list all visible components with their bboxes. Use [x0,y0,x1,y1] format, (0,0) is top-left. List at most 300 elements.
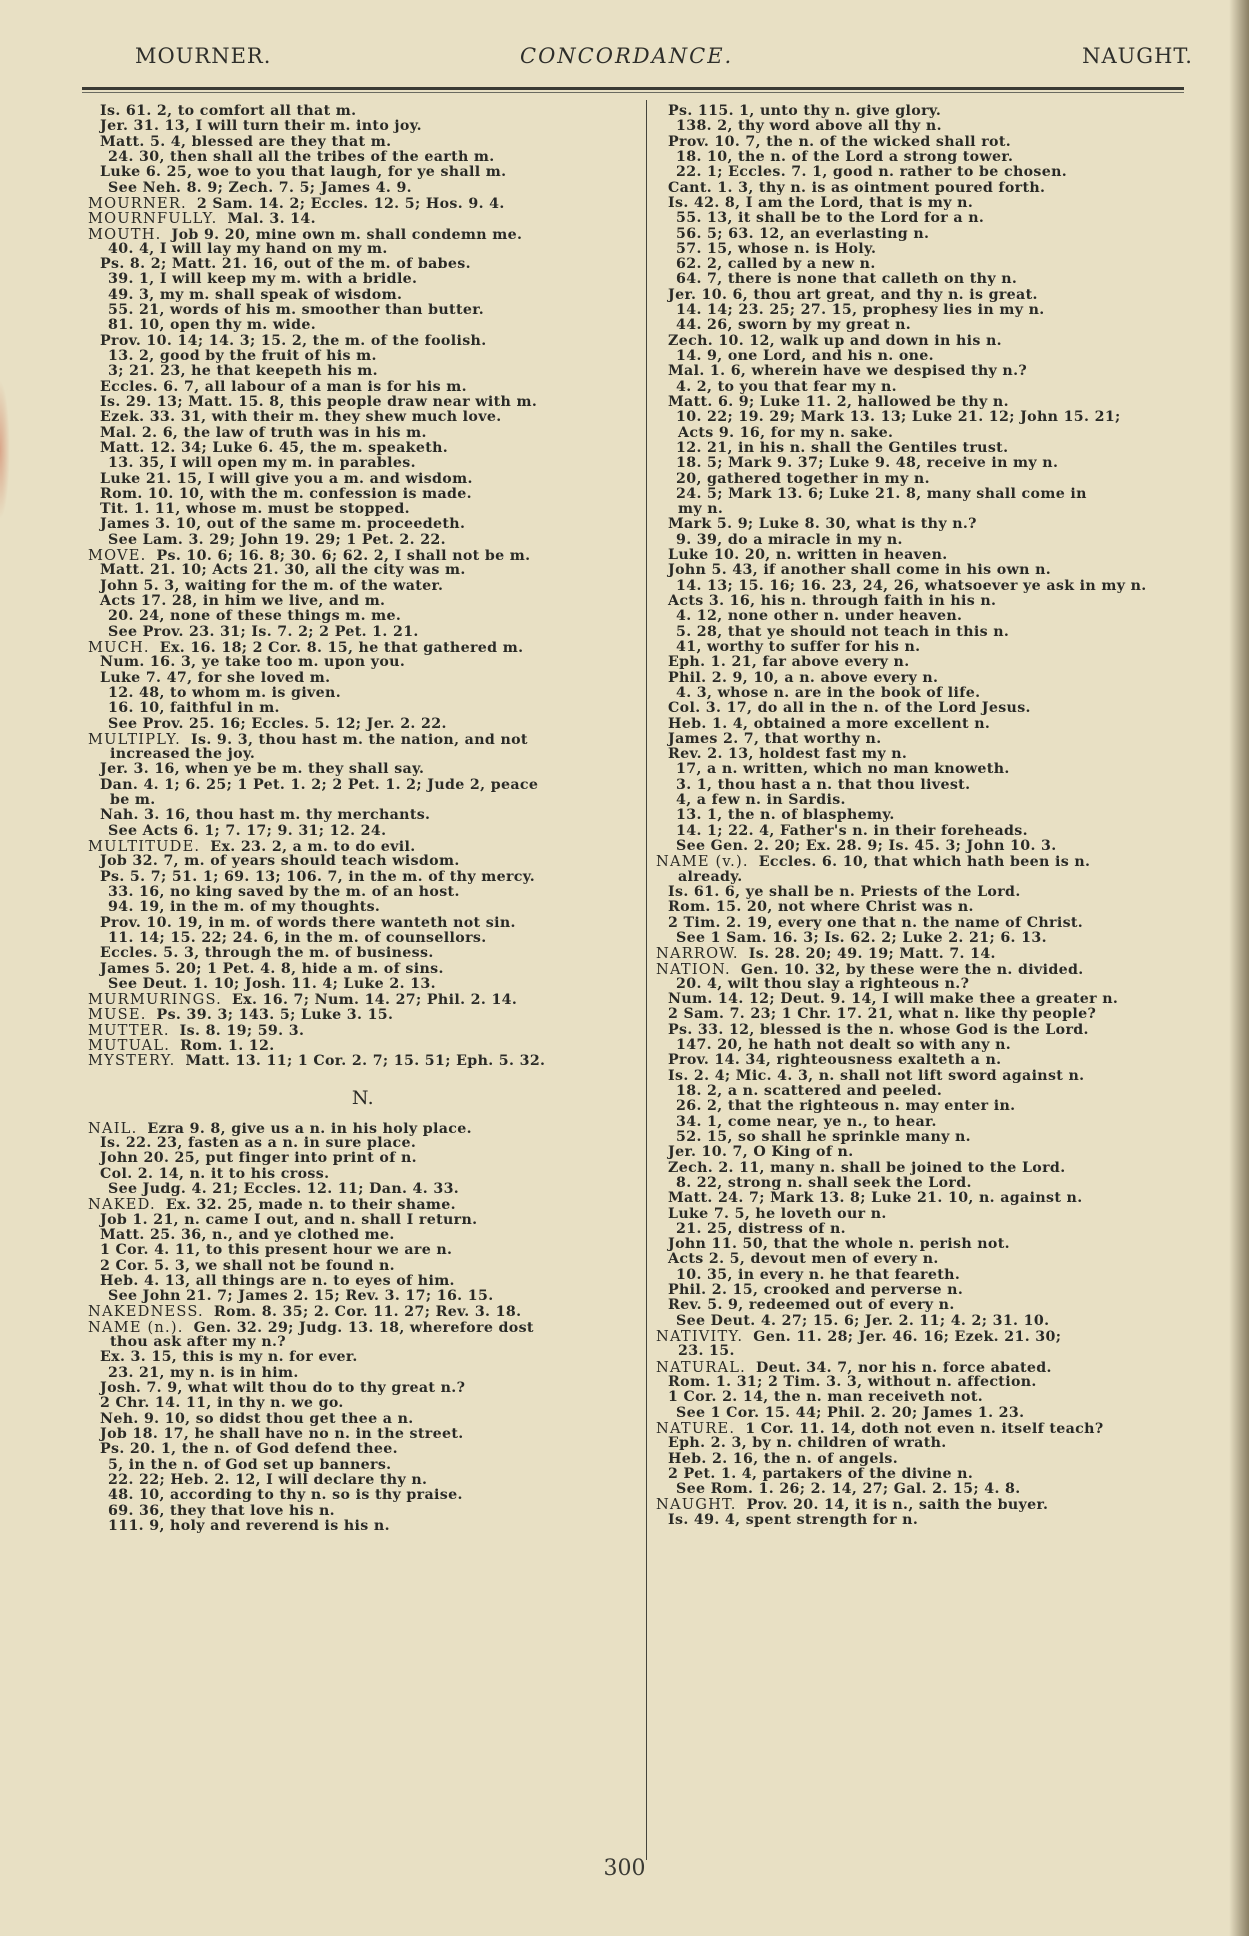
reference-text: James 2. 7, that worthy n. [668,730,882,747]
reference-text: Phil. 2. 15, crooked and perverse n. [668,1282,964,1299]
concordance-reference [656,808,1216,823]
reference-text: 2 Pet. 1. 4, partakers of the divine n. [668,1465,974,1482]
concordance-entry [88,1304,638,1319]
concordance-reference [656,1176,1216,1191]
page-number: 300 [603,1856,646,1881]
concordance-entry [88,1197,638,1212]
reference-text: 18. 5; Mark 9. 37; Luke 9. 48, receive in my n. [676,455,1059,472]
concordance-reference [88,717,638,732]
reference-text: Num. 14. 12; Deut. 9. 14, I will make thee a greater n. [668,991,1119,1008]
concordance-reference [88,181,638,196]
reference-text: Job 18. 17, he shall have no n. in the street. [100,1425,464,1442]
headword: MURMURINGS. [88,991,222,1009]
reference-text: 5, in the n. of God set up banners. [108,1456,392,1473]
reference-text: Ezek. 33. 31, with their m. they shew much love. [100,409,502,426]
concordance-reference [656,517,1216,532]
concordance-reference [88,1350,638,1365]
concordance-reference [656,579,1216,594]
reference-text: 34. 1, come near, ye n., to hear. [676,1113,937,1130]
reference-text: Luke 6. 25, woe to you that laugh, for ye shall m. [100,164,507,181]
concordance-reference [88,395,638,410]
concordance-reference [88,1366,638,1381]
concordance-reference [88,1289,638,1304]
reference-text: 111. 9, holy and reverend is his n. [108,1517,390,1534]
reference-text: Ex. 16. 7; Num. 14. 27; Phil. 2. 14. [231,992,518,1009]
reference-text: 44. 26, sworn by my great n. [676,317,912,334]
reference-text: Zech. 10. 12, walk up and down in his n. [668,332,1002,349]
reference-text: 16. 10, faithful in m. [108,700,280,717]
concordance-entry [88,992,638,1007]
concordance-reference [88,242,638,257]
concordance-reference [88,1274,638,1289]
reference-text: 69. 36, they that love his n. [108,1502,335,1519]
concordance-reference [656,487,1216,502]
concordance-reference [88,793,638,808]
reference-text: 39. 1, I will keep my m. with a bridle. [108,271,418,288]
reference-text: Mark 5. 9; Luke 8. 30, what is thy n.? [668,516,977,533]
concordance-entry [88,1320,638,1335]
concordance-reference [656,334,1216,349]
reference-text: Matt. 25. 36, n., and ye clothed me. [100,1226,395,1243]
reference-text: Ex. 23. 2, a m. to do evil. [210,839,416,855]
reference-text: Luke 10. 20, n. written in heaven. [668,547,948,564]
headword: MULTIPLY. [88,730,182,748]
reference-text: James 3. 10, out of the same m. proceedeth. [100,516,466,533]
reference-text: Ex. 3. 15, this is my n. for ever. [100,1349,358,1366]
concordance-reference [88,854,638,869]
reference-text: already. [678,868,743,885]
reference-text: Josh. 7. 9, what wilt thou do to thy great n.? [100,1380,466,1396]
concordance-reference [656,1344,1216,1359]
concordance-reference [656,1390,1216,1405]
reference-text: See Rom. 1. 26; 2. 14, 27; Gal. 2. 15; 4. 8. [676,1481,1021,1498]
concordance-reference [88,563,638,578]
concordance-reference [88,808,638,823]
concordance-reference [656,1375,1216,1390]
concordance-reference [88,165,638,180]
reference-text: increased the joy. [110,746,256,763]
concordance-reference [656,1145,1216,1160]
reference-text: Matt. 6. 9; Luke 11. 2, hallowed be thy n. [668,393,1009,410]
reference-text: 3; 21. 23, he that keepeth his m. [108,363,378,380]
concordance-reference [88,288,638,303]
reference-text: Rev. 5. 9, redeemed out of every n. [668,1297,955,1314]
concordance-reference [656,211,1216,226]
concordance-reference [88,1504,638,1519]
reference-text: Rom. 10. 10, with the m. confession is made. [100,485,472,502]
right-column [656,104,1216,1528]
reference-text: Matt. 24. 7; Mark 13. 8; Luke 21. 10, n. against n. [668,1190,1083,1207]
reference-text: Is. 28. 20; 49. 19; Matt. 7. 14. [748,946,996,963]
reference-text: Luke 7. 5, he loveth our n. [668,1205,887,1222]
concordance-reference [88,1412,638,1427]
reference-text: Ps. 5. 7; 51. 1; 69. 13; 106. 7, in the m. of thy mercy. [100,868,536,885]
concordance-reference [656,1298,1216,1313]
reference-text: 2 Tim. 2. 19, every one that n. the name of Christ. [668,914,1084,931]
reference-text: Matt. 13. 11; 1 Cor. 2. 7; 15. 51; Eph. 5. 32. [185,1053,546,1070]
reference-text: Is. 61. 2, to comfort all that m. [100,103,357,119]
concordance-reference [88,900,638,915]
headword: NAME (n.). [88,1318,184,1336]
reference-text: Neh. 9. 10, so didst thou get thee a n. [100,1410,414,1427]
concordance-reference [656,533,1216,548]
reference-text: Eccles. 5. 3, through the m. of business. [100,945,434,962]
concordance-reference [88,1473,638,1488]
reference-text: 4. 3, whose n. are in the book of life. [676,684,981,701]
reference-text: 41, worthy to suffer for his n. [676,638,921,655]
concordance-reference [88,701,638,716]
concordance-entry [656,1360,1216,1375]
concordance-reference [656,762,1216,777]
concordance-reference [656,257,1216,272]
concordance-reference [656,594,1216,609]
headword: MOURNFULLY. [88,210,218,228]
concordance-reference [88,747,638,762]
reference-text: See Neh. 8. 9; Zech. 7. 5; James 4. 9. [108,179,412,196]
headword: NAKED. [88,1196,156,1214]
concordance-entry [656,1497,1216,1512]
reference-text: 4. 2, to you that fear my n. [676,378,897,395]
concordance-reference [88,517,638,532]
concordance-reference [656,747,1216,762]
concordance-reference [88,962,638,977]
reference-text: 57. 15, whose n. is Holy. [676,240,877,257]
concordance-reference [656,563,1216,578]
concordance-reference [656,992,1216,1007]
reference-text: Matt. 12. 34; Luke 6. 45, the m. speaketh. [100,439,449,456]
concordance-reference [656,870,1216,885]
concordance-reference [88,1396,638,1411]
concordance-reference [88,579,638,594]
concordance-reference [88,671,638,686]
reference-text: Rom. 8. 35; 2. Cor. 11. 27; Rev. 3. 18. [213,1304,522,1321]
concordance-reference [656,410,1216,425]
concordance-reference [656,1191,1216,1206]
reference-text: 55. 13, it shall be to the Lord for a n. [676,210,985,227]
concordance-reference [656,380,1216,395]
concordance-reference [656,1115,1216,1130]
reference-text: be m. [110,792,156,809]
concordance-reference [656,824,1216,839]
headword: MUSE. [88,1006,147,1024]
reference-text: 22. 22; Heb. 2. 12, I will declare thy n. [108,1471,428,1488]
reference-text: Ps. 8. 2; Matt. 21. 16, out of the m. of babes. [100,256,471,273]
concordance-reference [88,1259,638,1274]
reference-text: Gen. 32. 29; Judg. 13. 18, wherefore dost [193,1319,534,1336]
concordance-reference [656,104,1216,119]
concordance-reference [88,150,638,165]
concordance-reference [656,1222,1216,1237]
concordance-reference [88,364,638,379]
reference-text: Jer. 31. 13, I will turn their m. into joy. [100,118,422,135]
concordance-reference [88,1136,638,1151]
reference-text: 2 Cor. 5. 3, we shall not be found n. [100,1257,395,1274]
reference-text: See 1 Sam. 16. 3; Is. 62. 2; Luke 2. 21; 6. 13. [676,929,1047,946]
concordance-reference [656,793,1216,808]
reference-text: Rev. 2. 13, holdest fast my n. [668,746,908,763]
concordance-entry [656,1421,1216,1436]
reference-text: Dan. 4. 1; 6. 25; 1 Pet. 1. 2; 2 Pet. 1. 2; Jude 2, peace [100,776,539,793]
concordance-reference [88,1458,638,1473]
reference-text: 147. 20, he hath not dealt so with any n. [676,1037,1012,1054]
reference-text: Jer. 10. 6, thou art great, and thy n. is great. [668,286,1038,303]
reference-text: Zech. 2. 11, many n. shall be joined to the Lord. [668,1159,1066,1176]
running-head-first-word: MOURNER. [135,44,272,68]
reference-text: Job 9. 20, mine own m. shall condemn me. [171,226,523,243]
reference-text: Matt. 21. 10; Acts 21. 30, all the city was m. [100,562,466,579]
concordance-reference [656,916,1216,931]
concordance-reference [656,1023,1216,1038]
reference-text: 56. 5; 63. 12, an everlasting n. [676,225,930,242]
concordance-reference [656,1314,1216,1329]
concordance-reference [656,1053,1216,1068]
concordance-reference [88,1488,638,1503]
concordance-reference [656,1099,1216,1114]
headword: MUCH. [88,638,150,656]
reference-text: John 11. 50, that the whole n. perish not. [668,1236,1010,1253]
reference-text: my n. [678,501,724,518]
concordance-reference [88,334,638,349]
reference-text: Prov. 20. 14, it is n., saith the buyer. [746,1497,1049,1514]
concordance-reference [88,1442,638,1457]
reference-text: 64. 7, there is none that calleth on thy n. [676,271,1018,288]
reference-text: Eph. 1. 21, far above every n. [668,654,910,671]
concordance-entry [88,839,638,854]
reference-text: Eccles. 6. 10, that which hath been is n. [758,854,1091,871]
reference-text: Acts 2. 5, devout men of every n. [668,1251,939,1268]
concordance-reference [88,655,638,670]
concordance-reference [656,717,1216,732]
column-divider [646,100,647,1860]
reference-text: 9. 39, do a miracle in my n. [676,531,903,548]
reference-text: Ezra 9. 8, give us a n. in his holy place. [147,1120,472,1137]
reference-text: 81. 10, open thy m. wide. [108,317,317,334]
reference-text: 18. 2, a n. scattered and peeled. [676,1083,943,1099]
concordance-reference [656,288,1216,303]
reference-text: Gen. 10. 32, by these were the n. divided. [740,961,1084,978]
concordance-reference [656,1436,1216,1451]
concordance-reference [656,1482,1216,1497]
reference-text: John 5. 3, waiting for the m. of the water. [100,577,444,594]
reference-text: Is. 9. 3, thou hast m. the nation, and not [191,731,528,748]
header-rule [82,87,1184,90]
concordance-reference [88,380,638,395]
concordance-reference [88,1228,638,1243]
reference-text: Ps. 115. 1, unto thy n. give glory. [668,103,942,119]
concordance-reference [88,303,638,318]
concordance-reference [656,441,1216,456]
concordance-reference [656,1237,1216,1252]
concordance-reference [656,1007,1216,1022]
reference-text: 12. 21, in his n. shall the Gentiles trust. [676,439,1009,456]
reference-text: 2 Chr. 14. 11, in thy n. we go. [100,1395,344,1412]
reference-text: Is. 49. 4, spent strength for n. [668,1511,919,1528]
concordance-reference [88,778,638,793]
reference-text: 18. 10, the n. of the Lord a strong tower. [676,148,1014,165]
headword: NAIL. [88,1119,138,1137]
reference-text: Is. 2. 4; Mic. 4. 3, n. shall not lift sword against n. [668,1067,1085,1084]
page-stain [0,380,10,520]
reference-text: Prov. 10. 7, the n. of the wicked shall rot. [668,133,1012,150]
reference-text: Heb. 1. 4, obtained a more excellent n. [668,715,991,732]
concordance-reference [88,502,638,517]
concordance-reference [88,916,638,931]
reference-text: See Prov. 23. 31; Is. 7. 2; 2 Pet. 1. 21. [108,623,419,640]
reference-text: Cant. 1. 3, thy n. is as ointment poured forth. [668,179,1046,196]
reference-text: See John 21. 7; James 2. 15; Rev. 3. 17; 16. 15. [108,1288,494,1305]
reference-text: Acts 9. 16, for my n. sake. [678,424,894,441]
concordance-entry [88,1023,638,1038]
concordance-reference [656,671,1216,686]
concordance-reference [88,426,638,441]
reference-text: 49. 3, my m. shall speak of wisdom. [108,286,403,303]
concordance-reference [656,839,1216,854]
concordance-reference [656,227,1216,242]
reference-text: Is. 8. 19; 59. 3. [179,1022,305,1039]
reference-text: 11. 14; 15. 22; 24. 6, in the m. of counsellors. [108,929,487,946]
concordance-reference [656,303,1216,318]
reference-text: Is. 42. 8, I am the Lord, that is my n. [668,194,974,211]
concordance-entry [88,548,638,563]
reference-text: 40. 4, I will lay my hand on my m. [108,240,388,257]
concordance-reference [88,1167,638,1182]
section-letter: N. [351,1086,375,1109]
reference-text: 26. 2, that the righteous n. may enter in. [676,1098,1016,1115]
reference-text: 13. 35, I will open my m. in parables. [108,455,416,472]
concordance-entry [656,854,1216,869]
concordance-reference [656,1513,1216,1528]
concordance-reference [656,1283,1216,1298]
concordance-reference [88,625,638,640]
concordance-reference [88,349,638,364]
reference-text: Nah. 3. 16, thou hast m. thy merchants. [100,807,431,824]
concordance-reference [88,318,638,333]
headword: MOURNER. [88,194,187,212]
concordance-entry [88,732,638,747]
reference-text: See Prov. 25. 16; Eccles. 5. 12; Jer. 2. 22. [108,715,447,732]
reference-text: Jer. 10. 7, O King of n. [668,1144,854,1161]
concordance-reference [656,778,1216,793]
headword: NAKEDNESS. [88,1303,204,1321]
reference-text: 33. 16, no king saved by the m. of an host. [108,883,460,900]
reference-text: Prov. 14. 34, righteousness exalteth a n. [668,1052,1002,1069]
concordance-reference [656,686,1216,701]
concordance-reference [88,441,638,456]
reference-text: 14. 14; 23. 25; 27. 15, prophesy lies in my n. [676,302,1045,319]
reference-text: 10. 22; 19. 29; Mark 13. 13; Luke 21. 12; John 15. 21; [676,409,1121,426]
reference-text: Ps. 10. 6; 16. 8; 30. 6; 62. 2, I shall not be m. [156,548,531,565]
concordance-reference [656,119,1216,134]
concordance-reference [88,272,638,287]
concordance-reference [88,533,638,548]
running-head-title: CONCORDANCE. [520,44,734,68]
headword: MULTITUDE. [88,838,201,855]
concordance-reference [88,1243,638,1258]
reference-text: See 1 Cor. 15. 44; Phil. 2. 20; James 1. 23. [676,1404,1025,1421]
reference-text: Prov. 10. 14; 14. 3; 15. 2, the m. of the foolish. [100,332,487,349]
reference-text: 1 Cor. 11. 14, doth not even n. itself teach? [745,1420,1104,1437]
concordance-reference [656,364,1216,379]
reference-text: 1 Cor. 2. 14, the n. man receiveth not. [668,1389,984,1406]
headword: NAUGHT. [656,1496,737,1514]
concordance-reference [656,135,1216,150]
concordance-reference [88,135,638,150]
reference-text: Rom. 15. 20, not where Christ was n. [668,899,974,916]
reference-text: See Acts 6. 1; 7. 17; 9. 31; 12. 24. [108,822,387,839]
concordance-reference [656,640,1216,655]
headword: NATION. [656,960,731,978]
concordance-reference [88,472,638,487]
reference-text: John 5. 43, if another shall come in his own n. [668,562,1052,579]
concordance-reference [88,257,638,272]
concordance-reference [656,502,1216,517]
headword: NATURE. [656,1419,736,1437]
reference-text: Eph. 2. 3, by n. children of wrath. [668,1435,947,1452]
header-rule-thin [82,92,1184,93]
concordance-reference [656,1467,1216,1482]
concordance-entry [88,211,638,226]
reference-text: Prov. 10. 19, in m. of words there wanteth not sin. [100,914,516,931]
concordance-reference [88,885,638,900]
concordance-reference [656,472,1216,487]
concordance-reference [88,1519,638,1534]
reference-text: Phil. 2. 9, 10, a n. above every n. [668,669,939,686]
reference-text: 20, gathered together in my n. [676,470,930,487]
reference-text: 17, a n. written, which no man knoweth. [676,761,1010,778]
reference-text: Is. 61. 6, ye shall be n. Priests of the Lord. [668,883,1021,900]
concordance-reference [656,1452,1216,1467]
reference-text: 23. 21, my n. is in him. [108,1364,299,1381]
reference-text: thou ask after my n.? [110,1334,286,1351]
reference-text: 62. 2, called by a new n. [676,256,876,273]
concordance-reference [88,410,638,425]
reference-text: Mal. 3. 14. [227,211,316,228]
reference-text: 21. 25, distress of n. [676,1220,846,1237]
concordance-reference [656,456,1216,471]
reference-text: 4. 12, none other n. under heaven. [676,608,963,625]
headword: MUTTER. [88,1021,170,1039]
concordance-reference [88,104,638,119]
concordance-reference [656,1130,1216,1145]
reference-text: Gen. 11. 28; Jer. 46. 16; Ezek. 21. 30; [753,1329,1062,1345]
concordance-reference [88,594,638,609]
reference-text: 5. 28, that ye should not teach in this n. [676,623,1010,640]
headword: NARROW. [656,945,739,963]
concordance-reference [656,242,1216,257]
reference-text: 20. 24, none of these things m. me. [108,608,402,625]
concordance-reference [656,701,1216,716]
concordance-reference [656,1207,1216,1222]
concordance-entry [88,640,638,655]
reference-text: Jer. 3. 16, when ye be m. they shall say. [100,761,425,778]
headword: MOVE. [88,547,147,565]
reference-text: Ps. 39. 3; 143. 5; Luke 3. 15. [156,1007,394,1024]
reference-text: Col. 2. 14, n. it to his cross. [100,1165,330,1182]
headword: MUTUAL. [88,1037,171,1055]
reference-text: Ex. 16. 18; 2 Cor. 8. 15, he that gathered m. [159,639,524,656]
reference-text: 10. 35, in every n. he that feareth. [676,1266,961,1283]
reference-text: Job 1. 21, n. came I out, and n. shall I return. [100,1211,478,1228]
concordance-entry [88,227,638,242]
reference-text: Eccles. 6. 7, all labour of a man is for his m. [100,378,467,395]
reference-text: Heb. 4. 13, all things are n. to eyes of him. [100,1272,455,1289]
concordance-reference [656,900,1216,915]
reference-text: 14. 13; 15. 16; 16. 23, 24, 26, whatsoever ye ask in my n. [676,577,1147,594]
reference-text: John 20. 25, put finger into print of n. [100,1150,417,1167]
reference-text: 138. 2, thy word above all thy n. [676,118,942,135]
reference-text: 3. 1, thou hast a n. that thou livest. [676,776,971,793]
concordance-reference [88,1335,638,1350]
